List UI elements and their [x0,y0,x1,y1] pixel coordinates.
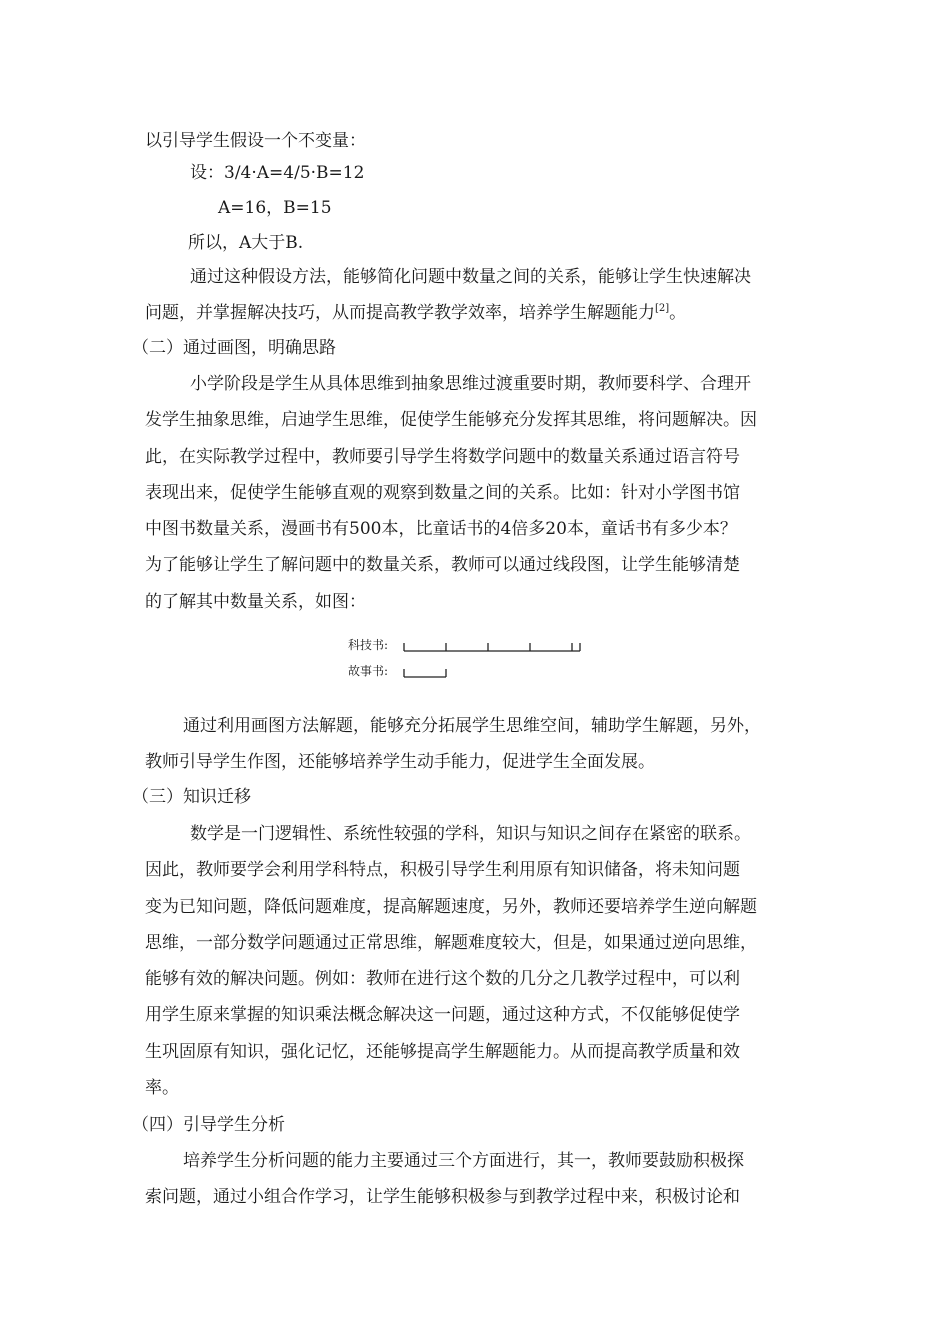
paragraph-line: 数学是一门逻辑性、系统性较强的学科，知识与知识之间存在紧密的联系。 [190,824,751,844]
paragraph-line: 问题，并掌握解决技巧，从而提高教学教学效率，培养学生解题能力[2]。 [145,303,687,324]
paragraph-line: 为了能够让学生了解问题中的数量关系，教师可以通过线段图，让学生能够清楚 [145,555,740,576]
paragraph-line: 此，在实际教学过程中，教师要引导学生将数学问题中的数量关系通过语言符号 [145,446,740,467]
paragraph-line: 用学生原来掌握的知识乘法概念解决这一问题，通过这种方式，不仅能够促使学 [145,1005,740,1026]
equation-line-1: 设：3/4·A=4/5·B=12 [190,163,365,183]
segment-bars [344,632,604,688]
paragraph-line: 通过利用画图方法解题，能够充分拓展学生思维空间，辅助学生解题，另外， [183,716,761,736]
paragraph-line: 思维，一部分数学问题通过正常思维，解题难度较大，但是，如果通过逆向思维， [145,932,757,953]
paragraph-assumption-method [145,259,810,332]
paragraph-line: 生巩固原有知识，强化记忆，还能够提高学生解题能力。从而提高教学质量和效 [145,1041,740,1062]
intro-line: 以引导学生假设一个不变量： [145,131,366,151]
paragraph-drawing [145,366,810,620]
paragraph-line: 发学生抽象思维，启迪学生思维，促使学生能够充分发挥其思维，将问题解决。因 [145,410,757,431]
conclusion-line: 所以，A大于B. [188,233,304,253]
paragraph-line: 率。 [145,1078,179,1099]
paragraph-line: 培养学生分析问题的能力主要通过三个方面进行，其一，教师要鼓励积极探 [183,1151,744,1171]
paragraph-line: 小学阶段是学生从具体思维到抽象思维过渡重要时期，教师要科学、合理开 [190,374,751,394]
section-heading-4: （四）引导学生分析 [132,1115,285,1135]
paragraph-line: 中图书数量关系，漫画书有500本，比童话书的4倍多20本，童话书有多少本？ [145,519,737,540]
paragraph-line: 变为已知问题，降低问题难度，提高解题速度，另外，教师还要培养学生逆向解题 [145,896,757,917]
paragraph-knowledge-transfer [145,816,810,1106]
paragraph-line: 能够有效的解决问题。例如：教师在进行这个数的几分之几教学过程中，可以利 [145,969,740,990]
paragraph-line: 表现出来，促使学生能够直观的观察到数量之间的关系。比如：针对小学图书馆 [145,482,740,503]
citation-marker: [2] [655,303,670,315]
paragraph-line: 索问题，通过小组合作学习，让学生能够积极参与到教学过程中来，积极讨论和 [145,1187,740,1208]
diagram-label-story: 故事书: [348,664,389,678]
paragraph-line: 通过这种假设方法，能够简化问题中数量之间的关系，能够让学生快速解决 [190,267,751,287]
paragraph-drawing-benefits [145,708,810,781]
line-segment-diagram [344,632,604,688]
diagram-label-science: 科技书: [348,638,389,652]
section-heading-3: （三）知识迁移 [132,787,251,807]
section-heading-2: （二）通过画图，明确思路 [132,338,336,358]
paragraph-line: 因此，教师要学会利用学科特点，积极引导学生利用原有知识储备，将未知问题 [145,860,740,881]
equation-line-2: A=16，B=15 [218,198,332,218]
paragraph-line: 教师引导学生作图，还能够培养学生动手能力，促进学生全面发展。 [145,752,655,773]
paragraph-guided-analysis [145,1143,810,1216]
paragraph-line: 的了解其中数量关系，如图： [145,591,366,612]
